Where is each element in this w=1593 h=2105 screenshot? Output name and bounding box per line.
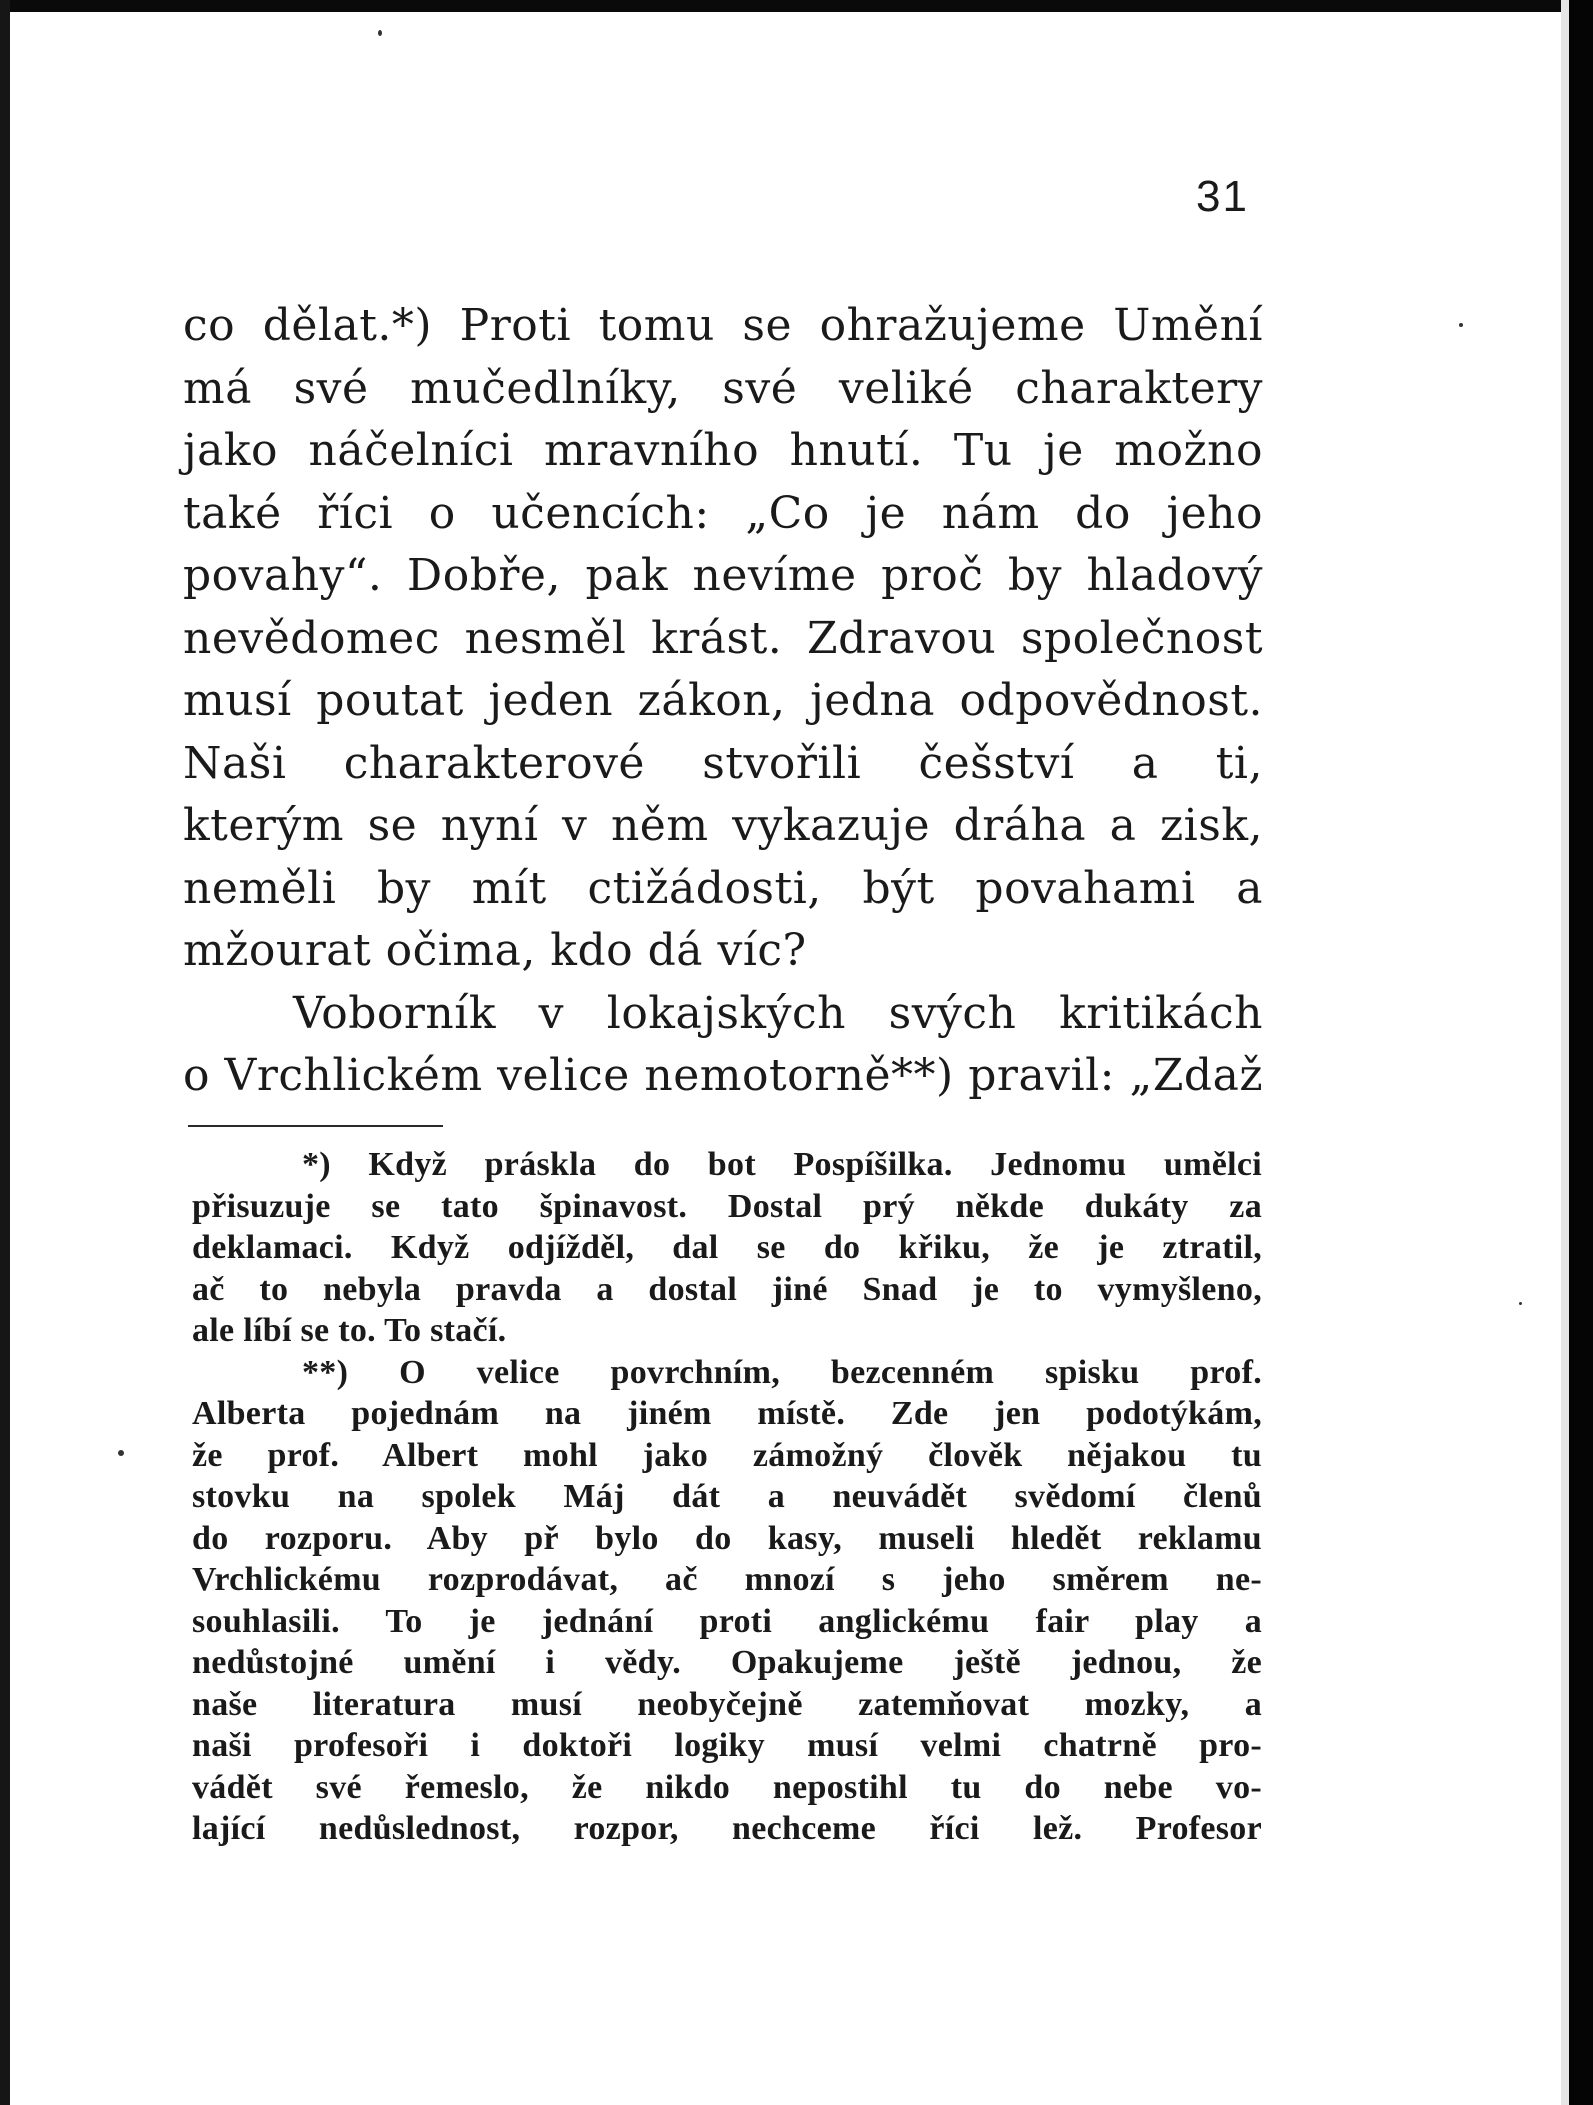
footnotes <box>192 1144 1262 1850</box>
footnote-line: lající nedůslednost, rozpor, nechceme říci lež. Profesor <box>192 1810 1262 1847</box>
text-line: Naši charakterové stvořili češství a ti, <box>183 737 1263 789</box>
footnote-line: naši profesoři i doktoři logiky musí velmi chatrně pro- <box>192 1727 1262 1764</box>
scan-speck <box>1459 323 1463 327</box>
text-line: nevědomec nesměl krást. Zdravou společnost <box>183 612 1263 664</box>
text-line: mžourat očima, kdo dá víc? <box>183 925 807 976</box>
footnote-line: souhlasili. To je jednání proti anglickému fair play a <box>192 1602 1262 1640</box>
text-line: co dělat.*) Proti tomu se ohražujeme Umění <box>183 300 1263 351</box>
scan-speck <box>378 30 382 36</box>
main-text <box>183 295 1263 1108</box>
footnote-line: do rozporu. Aby př bylo do kasy, museli hledět reklamu <box>192 1519 1262 1557</box>
footnote-line: že prof. Albert mohl jako zámožný člověk nějakou tu <box>192 1436 1262 1474</box>
text-line: musí poutat jeden zákon, jedna odpovědnost. <box>183 675 1263 726</box>
footnote-line: Alberta pojednám na jiném místě. Zde jen podotýkám, <box>192 1395 1262 1432</box>
scan-speck <box>1519 1302 1522 1305</box>
footnote-separator <box>188 1125 443 1127</box>
footnote-line: přisuzuje se tato špinavost. Dostal prý někde dukáty za <box>192 1187 1262 1225</box>
footnote-line: Vrchlickému rozprodávat, ač mnozí s jeho směrem ne- <box>192 1561 1262 1598</box>
footnote-line: nedůstojné umění i vědy. Opakujeme ještě jednou, že <box>192 1644 1262 1681</box>
scan-border-left <box>0 0 10 2105</box>
footnote-line: vádět své řemeslo, že nikdo nepostihl tu do nebe vo- <box>192 1768 1262 1806</box>
footnote-line: ač to nebyla pravda a dostal jiné Snad je to vymyšleno, <box>192 1270 1262 1308</box>
footnote-line: stovku na spolek Máj dát a neuvádět svědomí členů <box>192 1478 1262 1515</box>
text-line: neměli by mít ctižádosti, být povahami a <box>183 862 1263 914</box>
text-line: kterým se nyní v něm vykazuje dráha a zisk, <box>183 800 1263 851</box>
footnote-line: **) O velice povrchním, bezcenném spisku prof. <box>302 1353 1262 1391</box>
footnote-line: *) Když práskla do bot Pospíšilka. Jednomu umělci <box>302 1146 1262 1183</box>
scan-border-top <box>0 0 1593 12</box>
text-line: povahy“. Dobře, pak nevíme proč by hladový <box>183 550 1263 601</box>
page-number: 31 <box>1196 172 1249 221</box>
text-line: má své mučedlníky, své veliké charaktery <box>183 362 1263 414</box>
scan-border-right-gap <box>1561 0 1569 2105</box>
text-line: o Vrchlickém velice nemotorně**) pravil: „Zdaž <box>183 1050 1263 1101</box>
scan-border-right <box>1569 0 1593 2105</box>
text-line: Voborník v lokajských svých kritikách <box>293 987 1263 1039</box>
text-line: jako náčelníci mravního hnutí. Tu je možno <box>183 425 1263 476</box>
footnote-first <box>192 1144 1262 1352</box>
footnote-line: ale líbí se to. To stačí. <box>192 1312 507 1349</box>
scan-speck <box>118 1450 124 1456</box>
footnote-line: deklamaci. Když odjížděl, dal se do křiku, že je ztratil, <box>192 1229 1262 1266</box>
text-line: také říci o učencích: „Co je nám do jeho <box>183 487 1263 539</box>
footnote-second <box>192 1352 1262 1850</box>
footnote-line: naše literatura musí neobyčejně zatemňovat mozky, a <box>192 1685 1262 1723</box>
